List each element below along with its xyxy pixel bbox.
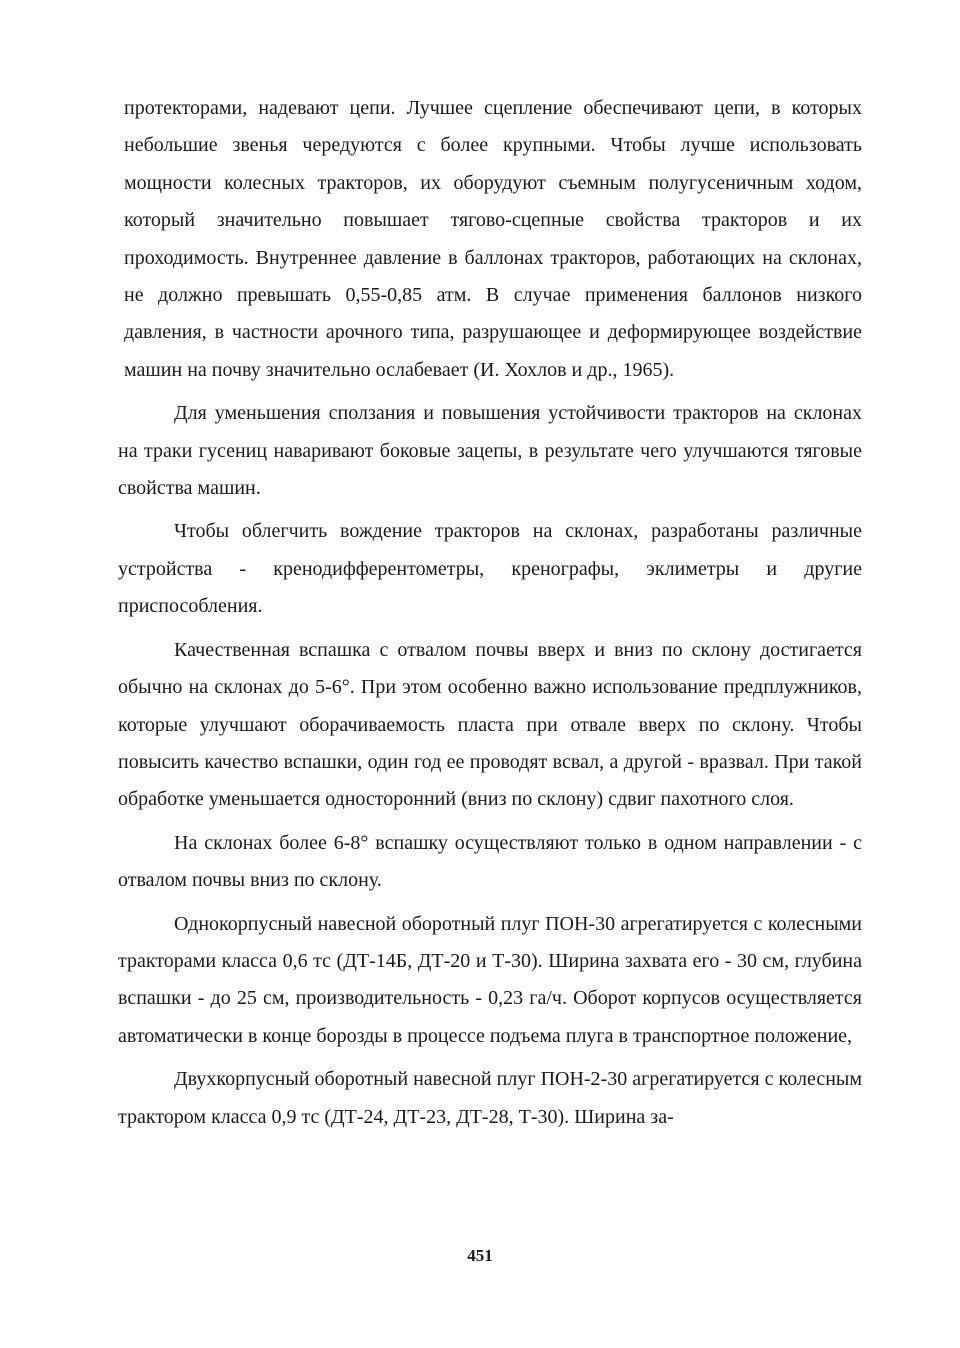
paragraph: Чтобы облегчить вождение тракторов на склонах, разработаны различные устройства - кренодифферентометры, кренографы, эклиметры и другие приспособления. xyxy=(118,520,862,618)
paragraph: Качественная вспашка с отвалом почвы вверх и вниз по склону достигается обычно на склонах до 5-6°. При этом особенно важно использование предплужников, которые улучшают оборачиваемость пласта при отвале вверх по склону. Чтобы повысить качество вспашки, один год ее проводят всвал, а другой - вразвал. При такой обработке уменьшается односторонний (вниз по склону) сдвиг пахотного слоя. xyxy=(118,638,862,811)
paragraph: Для уменьшения сползания и повышения устойчивости тракторов на склонах на траки гусениц наваривают боковые зацепы, в результате чего улучшаются тяговые свойства машин. xyxy=(118,402,862,500)
paragraph: Двухкорпусный оборотный навесной плуг ПОН-2-30 агрегатируется с колесным трактором класса 0,9 тс (ДТ-24, ДТ-23, ДТ-28, Т-30). Ширина за- xyxy=(118,1068,862,1128)
body-text xyxy=(118,90,862,1136)
paragraph: На склонах более 6-8° вспашку осуществляют только в одном направлении - с отвалом почвы вниз по склону. xyxy=(118,831,862,892)
paragraph: Однокорпусный навесной оборотный плуг ПОН-30 агрегатируется с колесными тракторами класса 0,6 тс (ДТ-14Б, ДТ-20 и Т-30). Ширина захвата его - 30 см, глубина вспашки - до 25 см, производительность - 0,23 га/ч. Оборот корпусов осуществляется автоматически в конце борозды в процессе подъема плуга в транспортное положение, xyxy=(118,912,862,1047)
page-number: 451 xyxy=(467,1246,493,1265)
paragraph: протекторами, надевают цепи. Лучшее сцепление обеспечивают цепи, в которых небольшие звенья чередуются с более крупными. Чтобы лучше использовать мощности колесных тракторов, их оборудуют съемным полугусеничным ходом, который значительно повышает тягово-сцепные свойства тракторов и их проходимость. Внутреннее давление в баллонах тракторов, работающих на склонах, не должно превышать 0,55-0,85 атм. В случае применения баллонов низкого давления, в частности арочного типа, разрушающее и деформирующее воздействие машин на почву значительно ослабевает (И. Хохлов и др., 1965). xyxy=(124,97,862,381)
